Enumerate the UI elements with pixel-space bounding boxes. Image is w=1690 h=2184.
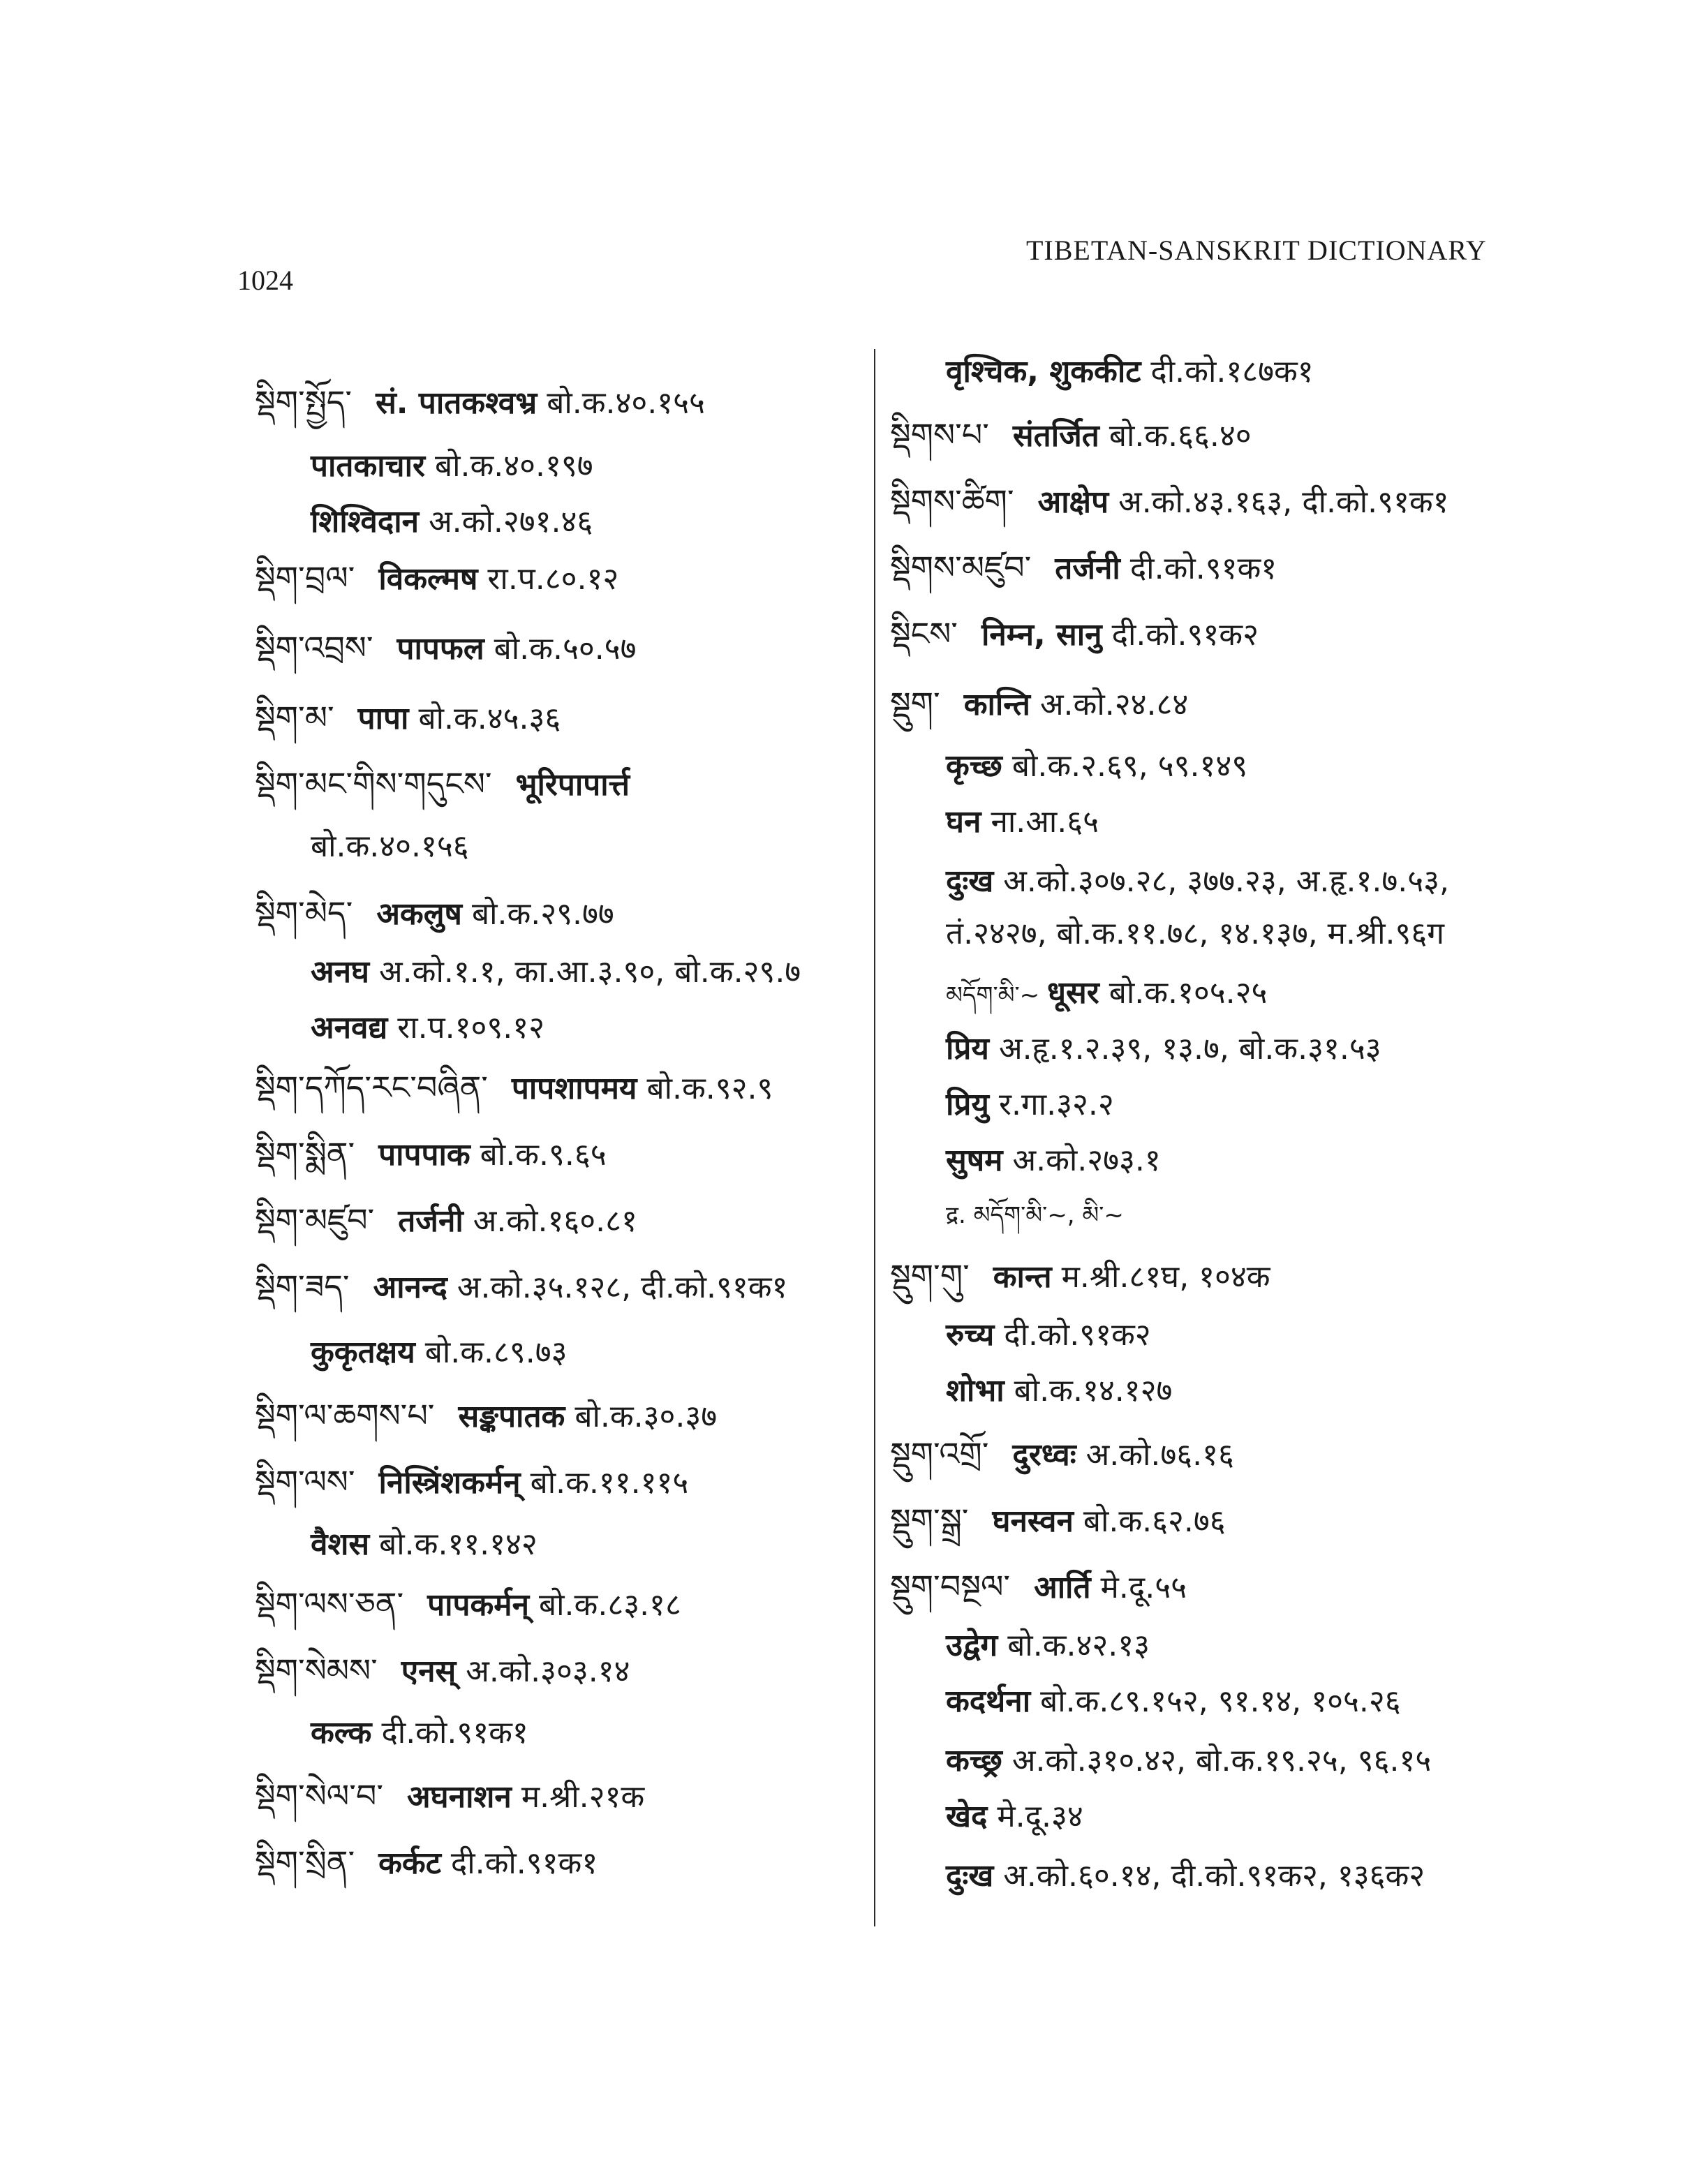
source-reference: अ.को.३०३.१४: [466, 1654, 630, 1689]
dictionary-entry: [946, 1741, 1431, 1781]
sanskrit-equivalent: निम्न, सानु: [981, 617, 1102, 653]
source-reference: रा.प.८०.१२: [487, 561, 619, 597]
source-reference: बो.क.४०.१५६: [311, 829, 469, 864]
source-reference: बो.क.१४.१२७: [1014, 1373, 1173, 1409]
sanskrit-equivalent: निस्त्रिंशकर्मन्: [378, 1465, 521, 1501]
source-reference: मे.दू.३४: [997, 1799, 1083, 1834]
dictionary-entry: [946, 1372, 1172, 1411]
dictionary-entry: [890, 548, 1277, 588]
tibetan-headword: སྡིངས་: [890, 615, 958, 653]
sanskrit-equivalent: दुरध्वः: [1012, 1437, 1076, 1473]
sanskrit-equivalent: शोभा: [946, 1373, 1005, 1409]
sanskrit-equivalent: धूसर: [1046, 975, 1099, 1011]
source-reference: बो.क.२९.७७: [471, 896, 614, 932]
sanskrit-equivalent: कुकृतक्षय: [311, 1335, 415, 1370]
dictionary-entry: [946, 352, 1314, 392]
dictionary-entry: [255, 1843, 598, 1883]
tibetan-headword: སྡིག་དཀོད་རང་བཞིན་: [255, 1069, 488, 1106]
sanskrit-equivalent: वैशस: [311, 1526, 370, 1562]
source-reference: बो.क.६६.४०: [1109, 418, 1252, 454]
sanskrit-equivalent: विकल्मष: [378, 561, 478, 597]
dictionary-entry: [311, 827, 469, 866]
tibetan-headword: སྡིགས་མཛུབ་: [890, 549, 1032, 586]
source-reference: दी.को.१८७क१: [1150, 354, 1314, 389]
tibetan-headword: སྡུག་: [890, 685, 940, 722]
tibetan-headword: སྡུག་གུ་: [890, 1257, 970, 1295]
sanskrit-equivalent: कान्ति: [963, 687, 1030, 722]
source-reference: दी.को.९१क१: [381, 1715, 528, 1751]
dictionary-entry: [946, 747, 1247, 786]
tibetan-headword: སྡིག་མ་: [255, 699, 334, 736]
source-reference: बो.क.१०५.२५: [1109, 975, 1268, 1011]
source-reference: अ.को.१.१, का.आ.३.९०, बो.क.२९.७: [379, 954, 801, 990]
source-reference: अ.को.३०७.२८, ३७७.२३, अ.हृ.१.७.५३,: [1003, 863, 1450, 899]
source-reference: मे.दू.५५: [1100, 1570, 1187, 1605]
tibetan-headword: སྡིག་མེད་: [255, 894, 353, 932]
source-reference: बो.क.२.६९, ५९.१४९: [1011, 748, 1248, 784]
source-reference: अ.को.२७१.४६: [429, 504, 593, 540]
sanskrit-equivalent: आनन्द: [373, 1270, 447, 1305]
source-reference: अ.को.३१०.४२, बो.क.१९.२५, ९६.१५: [1011, 1743, 1432, 1778]
tibetan-headword: སྡིག་ལས་: [255, 1463, 355, 1501]
dictionary-entry: [311, 953, 801, 992]
dictionary-entry: [311, 1333, 568, 1372]
dictionary-entry: [946, 862, 1449, 901]
sanskrit-equivalent: कृच्छ: [946, 748, 1002, 784]
dictionary-entry: [890, 684, 1188, 725]
sanskrit-equivalent: घनस्वन: [992, 1503, 1074, 1539]
dictionary-entry: [255, 1462, 688, 1503]
dictionary-entry: [946, 974, 1267, 1015]
source-reference: बो.क.११.११५: [530, 1465, 689, 1501]
dictionary-entry: [890, 1434, 1234, 1475]
sanskrit-equivalent: आक्षेप: [1037, 484, 1109, 520]
dictionary-entry: [255, 893, 614, 934]
page-number: 1024: [237, 265, 293, 296]
source-reference: बो.क.९.६५: [480, 1137, 607, 1173]
tibetan-headword: སྡུག་འགྲོ་: [890, 1435, 989, 1473]
source-reference: दी.को.९१क१: [450, 1845, 598, 1881]
sanskrit-equivalent: अघनाशन: [407, 1779, 512, 1815]
source-reference: बो.क.६२.७६: [1083, 1503, 1226, 1539]
dictionary-entry: [946, 1682, 1401, 1721]
dictionary-entry: [311, 1525, 538, 1564]
column-divider: [874, 349, 875, 1926]
dictionary-entry: [311, 1714, 528, 1753]
dictionary-entry: [255, 1267, 787, 1307]
tibetan-headword: སྡིག་ལས་ཅན་: [255, 1585, 404, 1623]
tibetan-headword: སྡིག་མང་གིས་གདུངས་: [255, 765, 492, 803]
sanskrit-equivalent: दुःख: [946, 863, 994, 899]
sanskrit-equivalent: भूरिपापार्त्त: [515, 767, 630, 803]
dictionary-entry: [255, 698, 561, 738]
sanskrit-equivalent: कर्कट: [378, 1845, 441, 1881]
sanskrit-equivalent: वृश्चिक, शुककीट: [946, 354, 1141, 389]
source-reference: रा.प.१०९.१२: [397, 1010, 544, 1046]
dictionary-entry: [946, 914, 1444, 953]
sanskrit-equivalent: सङ्कपातक: [458, 1399, 565, 1434]
sanskrit-equivalent: सं. पातकश्वभ्र: [376, 385, 538, 421]
source-reference: र.गा.३२.२: [998, 1087, 1114, 1122]
source-reference: ना.आ.६५: [991, 804, 1099, 840]
sanskrit-equivalent: कदर्थना: [946, 1684, 1031, 1719]
source-reference: अ.को.३५.१२८, दी.को.९१क१: [457, 1270, 788, 1305]
tibetan-headword: སྡིག་བྲལ་: [255, 559, 355, 597]
tibetan-headword: སྡིག་སྤྱོད་: [255, 383, 353, 421]
sanskrit-equivalent: सुषम: [946, 1143, 1003, 1178]
dictionary-entry: [890, 415, 1252, 456]
tibetan-headword: སྡིག་འབྲས་: [255, 629, 373, 667]
source-reference: दी.को.९१क२: [1004, 1317, 1151, 1353]
dictionary-entry: [311, 447, 593, 486]
sanskrit-equivalent: रुच्य: [946, 1317, 995, 1353]
dictionary-entry: [255, 1584, 681, 1625]
cross-reference-note: མདོག་མི་~: [946, 981, 1047, 1009]
sanskrit-equivalent: अनघ: [311, 954, 370, 990]
source-reference: अ.को.२७३.१: [1012, 1143, 1161, 1178]
dictionary-entry: [255, 764, 639, 805]
running-title: TIBETAN-SANSKRIT DICTIONARY: [1026, 235, 1487, 266]
tibetan-headword: སྡིག་སེམས་: [255, 1651, 378, 1689]
dictionary-entry: [255, 1776, 644, 1817]
sanskrit-equivalent: तर्जनी: [1055, 551, 1120, 586]
source-reference: बो.क.४०.१५५: [547, 385, 705, 421]
sanskrit-equivalent: घन: [946, 804, 981, 840]
source-reference: तं.२४२७, बो.क.११.७८, १४.१३७, म.श्री.९६ग: [946, 916, 1445, 951]
dictionary-entry: [255, 1651, 630, 1691]
sanskrit-equivalent: कच्छ्र: [946, 1743, 1002, 1778]
source-reference: बो.क.८९.७३: [424, 1335, 568, 1370]
sanskrit-equivalent: अनवद्य: [311, 1010, 388, 1046]
source-reference: बो.क.४०.१९७: [435, 448, 593, 484]
sanskrit-equivalent: खेद: [946, 1799, 988, 1834]
dictionary-entry: [311, 503, 593, 542]
dictionary-entry: [890, 482, 1449, 522]
dictionary-entry: [946, 1316, 1151, 1355]
dictionary-entry: [946, 1194, 1124, 1235]
dictionary-entry: [890, 1256, 1270, 1297]
sanskrit-equivalent: शिश्विदान: [311, 504, 420, 540]
tibetan-headword: སྡིགས་པ་: [890, 416, 989, 454]
source-reference: अ.को.१६०.८१: [473, 1203, 637, 1239]
sanskrit-equivalent: कान्त: [993, 1259, 1052, 1295]
sanskrit-equivalent: प्रिय: [946, 1031, 989, 1067]
tibetan-headword: སྡིག་སེལ་བ་: [255, 1777, 384, 1815]
dictionary-entry: [890, 1567, 1187, 1607]
dictionary-entry: [311, 1009, 544, 1048]
sanskrit-equivalent: दुःख: [946, 1858, 994, 1894]
source-reference: अ.हृ.१.२.३९, १३.७, बो.क.३१.५३: [998, 1031, 1381, 1067]
source-reference: बो.क.३०.३७: [575, 1399, 718, 1434]
sanskrit-equivalent: अकलुष: [376, 896, 462, 932]
source-reference: अ.को.४३.१६३, दी.को.९१क१: [1118, 484, 1449, 520]
dictionary-entry: [255, 1396, 717, 1436]
dictionary-entry: [255, 1201, 637, 1241]
dictionary-entry: [946, 1085, 1114, 1124]
source-reference: बो.क.११.१४२: [379, 1526, 538, 1562]
tibetan-headword: སྡིག་སྨིན་: [255, 1135, 355, 1173]
tibetan-headword: སྡུག་སྒྲ་: [890, 1501, 969, 1539]
sanskrit-equivalent: आर्ति: [1034, 1570, 1091, 1605]
tibetan-headword: སྡིག་ཟད་: [255, 1268, 350, 1305]
source-reference: बो.क.९२.९: [646, 1071, 773, 1106]
sanskrit-equivalent: उद्वेग: [946, 1628, 998, 1663]
dictionary-entry: [946, 1626, 1150, 1665]
dictionary-entry: [255, 382, 705, 423]
dictionary-entry: [890, 614, 1259, 655]
source-reference: बो.क.४५.३६: [418, 701, 561, 736]
dictionary-entry: [946, 1030, 1381, 1069]
sanskrit-equivalent: पातकाचार: [311, 448, 425, 484]
dictionary-entry: [255, 628, 636, 669]
cross-reference-note: द्र. མདོག་མི་~, མི་~: [946, 1201, 1124, 1229]
sanskrit-equivalent: संतर्जित: [1012, 418, 1099, 454]
source-reference: बो.क.५०.५७: [494, 631, 637, 667]
source-reference: अ.को.२४.८४: [1039, 687, 1189, 722]
dictionary-entry: [946, 1141, 1161, 1180]
source-reference: बो.क.४२.१३: [1007, 1628, 1150, 1663]
source-reference: अ.को.६०.१४, दी.को.९१क२, १३६क२: [1003, 1858, 1425, 1894]
sanskrit-equivalent: प्रियु: [946, 1087, 989, 1122]
sanskrit-equivalent: पापा: [357, 701, 409, 736]
tibetan-headword: སྡིགས་ཚིག་: [890, 482, 1014, 520]
tibetan-headword: སྡུག་བསྔལ་: [890, 1568, 1011, 1605]
tibetan-headword: སྡིག་མཛུབ་: [255, 1201, 375, 1239]
source-reference: बो.क.८९.१५२, ९१.१४, १०५.२६: [1040, 1684, 1401, 1719]
source-reference: दी.को.९१क२: [1111, 617, 1259, 653]
source-reference: म.श्री.८१घ, १०४क: [1061, 1259, 1270, 1295]
dictionary-entry: [890, 1501, 1226, 1541]
dictionary-entry: [946, 1797, 1083, 1836]
sanskrit-equivalent: पापपाक: [378, 1137, 470, 1173]
sanskrit-equivalent: पापकर्मन्: [427, 1587, 530, 1623]
sanskrit-equivalent: कल्क: [311, 1715, 372, 1751]
source-reference: बो.क.८३.१८: [539, 1587, 681, 1623]
dictionary-entry: [255, 1068, 773, 1108]
dictionary-entry: [946, 1857, 1425, 1896]
dictionary-entry: [255, 1134, 607, 1175]
source-reference: दी.को.९१क१: [1129, 551, 1277, 586]
sanskrit-equivalent: पापफल: [396, 631, 484, 667]
source-reference: अ.को.७६.१६: [1085, 1437, 1234, 1473]
sanskrit-equivalent: पापशापमय: [511, 1071, 637, 1106]
tibetan-headword: སྡིག་སྲིན་: [255, 1843, 355, 1881]
dictionary-entry: [255, 558, 618, 599]
dictionary-entry: [946, 803, 1099, 842]
sanskrit-equivalent: एनस्: [401, 1654, 457, 1689]
sanskrit-equivalent: तर्जनी: [398, 1203, 464, 1239]
source-reference: म.श्री.२१क: [521, 1779, 645, 1815]
tibetan-headword: སྡིག་ལ་ཆགས་པ་: [255, 1397, 435, 1434]
